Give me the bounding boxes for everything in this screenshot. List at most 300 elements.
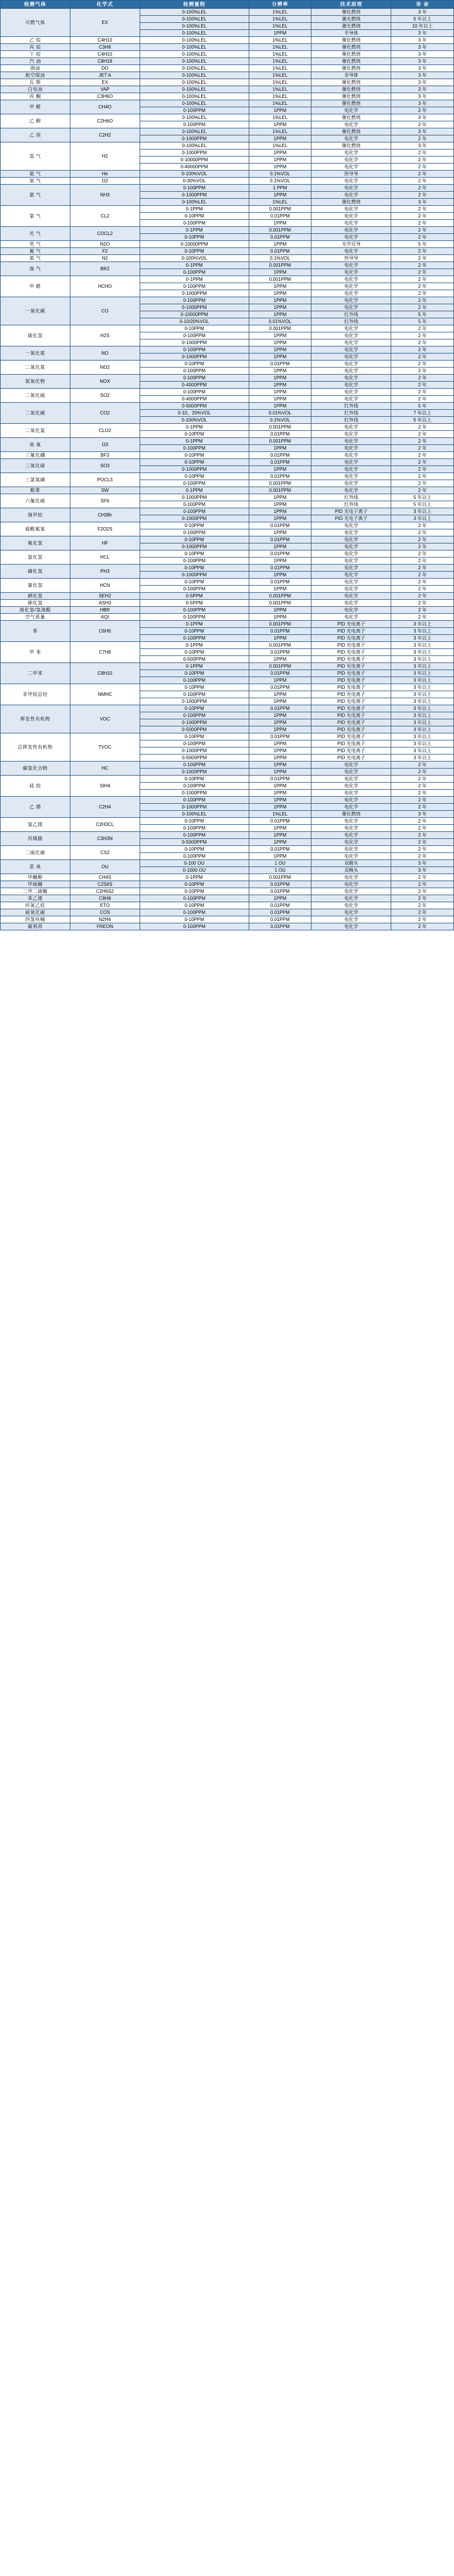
resolution-cell: 1PPM xyxy=(249,494,311,501)
technology-cell: 电化学 xyxy=(311,452,391,459)
chemical-formula-cell: EX xyxy=(70,79,140,86)
life-cell: 2 年 xyxy=(391,220,454,227)
detection-range-cell: 0-100%LEL xyxy=(140,72,249,79)
resolution-cell: 0.01PPM xyxy=(249,818,311,825)
chemical-formula-cell: CLO2 xyxy=(70,424,140,438)
detection-range-cell: 0-4000PPM xyxy=(140,382,249,389)
technology-cell: 电化学 xyxy=(311,276,391,283)
table-row xyxy=(1,171,454,178)
resolution-cell: 1PPM xyxy=(249,747,311,755)
table-row xyxy=(1,424,454,431)
life-cell: 2 年 xyxy=(391,881,454,888)
detection-range-cell: 0-1000PPM xyxy=(140,149,249,157)
technology-cell: PID 光电离子 xyxy=(311,726,391,733)
technology-cell: 电化学 xyxy=(311,185,391,192)
resolution-cell: 1PPM xyxy=(249,375,311,382)
detection-range-cell: 0-100%LEL xyxy=(140,86,249,93)
detection-range-cell: 0-100PPM xyxy=(140,740,249,747)
table-body xyxy=(1,9,454,930)
detection-range-cell: 0-100PPM xyxy=(140,368,249,375)
technology-cell: PID 光电离子 xyxy=(311,677,391,684)
gas-name-cell: 磷化氢 xyxy=(1,565,70,579)
technology-cell: 红外线 xyxy=(311,494,391,501)
resolution-cell: 0.001PPM xyxy=(249,621,311,628)
gas-name-cell: 硫氧化碳 xyxy=(1,909,70,916)
detection-range-cell: 0-1000 OU xyxy=(140,867,249,874)
technology-cell: 电化学 xyxy=(311,818,391,825)
gas-name-cell: 氰化氢 xyxy=(1,579,70,593)
gas-name-cell: 光 气 xyxy=(1,227,70,241)
gas-name-cell: 氯化氢 xyxy=(1,550,70,565)
table-row xyxy=(1,916,454,923)
technology-cell: 电化学 xyxy=(311,424,391,431)
chemical-formula-cell: SO3 xyxy=(70,459,140,473)
technology-cell: 红外线 xyxy=(311,311,391,318)
technology-cell: 电化学 xyxy=(311,396,391,403)
life-cell: 2 年 xyxy=(391,135,454,142)
chemical-formula-cell: CS2 xyxy=(70,846,140,860)
gas-name-cell: 氟利昂 xyxy=(1,923,70,930)
resolution-cell: 1%LEL xyxy=(249,9,311,16)
technology-cell: 电化学 xyxy=(311,107,391,114)
technology-cell: 电化学 xyxy=(311,776,391,783)
life-cell: 5 年以上 xyxy=(391,417,454,424)
life-cell: 3 年以上 xyxy=(391,719,454,726)
detection-range-cell: 0-10PPM xyxy=(140,670,249,677)
resolution-cell: 1%LEL xyxy=(249,37,311,44)
gas-name-cell: 苯 xyxy=(1,621,70,642)
resolution-cell: 1PPM xyxy=(249,755,311,762)
resolution-cell: 0.001PPM xyxy=(249,276,311,283)
gas-name-cell: 三氧化硫 xyxy=(1,459,70,473)
resolution-cell: 1PPM xyxy=(249,712,311,719)
resolution-cell: 1%LEL xyxy=(249,58,311,65)
table-row xyxy=(1,522,454,529)
technology-cell: 催化燃烧 xyxy=(311,93,391,100)
detection-range-cell: 0-10PPM xyxy=(140,325,249,332)
table-row xyxy=(1,452,454,459)
detection-range-cell: 0-100%LEL xyxy=(140,93,249,100)
life-cell: 3 年 xyxy=(391,142,454,149)
technology-cell: 电化学 xyxy=(311,248,391,255)
life-cell: 5 年 xyxy=(391,403,454,410)
technology-cell: 电化学 xyxy=(311,572,391,579)
technology-cell: 激光燃烧 xyxy=(311,16,391,23)
resolution-cell: 1PPM xyxy=(249,164,311,171)
chemical-formula-cell: NOX xyxy=(70,375,140,389)
detection-range-cell: 0-10PPM xyxy=(140,550,249,558)
chemical-formula-cell: C3H3N xyxy=(70,832,140,846)
gas-name-cell: 溴化氢/氢溴酸 xyxy=(1,607,70,614)
resolution-cell: 1PPM xyxy=(249,290,311,297)
life-cell: 2 年 xyxy=(391,452,454,459)
gas-name-cell: 砷化氢 xyxy=(1,600,70,607)
life-cell: 2 年 xyxy=(391,149,454,157)
detection-range-cell: 0-100PPM xyxy=(140,389,249,396)
life-cell: 2 年 xyxy=(391,536,454,543)
detection-range-cell: 0-1000PPM xyxy=(140,494,249,501)
chemical-formula-cell: COCL2 xyxy=(70,227,140,241)
chemical-formula-cell: JET A xyxy=(70,72,140,79)
life-cell: 2 年 xyxy=(391,888,454,895)
life-cell: 2 年 xyxy=(391,923,454,930)
chemical-formula-cell: SF6 xyxy=(70,494,140,508)
detection-range-cell: 0-10/20%VOL xyxy=(140,318,249,325)
chemical-formula-cell: C4H10 xyxy=(70,51,140,58)
table-row xyxy=(1,705,454,712)
detection-range-cell: 0-100%LEL xyxy=(140,16,249,23)
technology-cell: PID 光电子离子 xyxy=(311,508,391,515)
detection-range-cell: 0-10PPM xyxy=(140,881,249,888)
chemical-formula-cell: H2 xyxy=(70,142,140,171)
detection-range-cell: 0-1000PPM xyxy=(140,192,249,199)
resolution-cell: 1PPM xyxy=(249,677,311,684)
technology-cell: PID 光电离子 xyxy=(311,719,391,726)
life-cell: 2 年 xyxy=(391,283,454,290)
technology-cell: 电化学 xyxy=(311,825,391,832)
gas-name-cell: 氨 气 xyxy=(1,185,70,206)
life-cell: 3 年 xyxy=(391,30,454,37)
table-row xyxy=(1,797,454,804)
life-cell: 2 年 xyxy=(391,157,454,164)
chemical-formula-cell: C3H8 xyxy=(70,44,140,51)
detection-range-cell: 0-100%LEL xyxy=(140,51,249,58)
table-row xyxy=(1,248,454,255)
life-cell: 2 年 xyxy=(391,600,454,607)
gas-sensor-spec-table xyxy=(0,0,454,930)
resolution-cell: 0.1%VOL xyxy=(249,255,311,262)
chemical-formula-cell: CO2 xyxy=(70,403,140,424)
chemical-formula-cell: C2S6S xyxy=(70,881,140,888)
gas-name-cell: 二甲二硫醚 xyxy=(1,888,70,895)
gas-name-cell: 非甲烷总烃 xyxy=(1,684,70,705)
resolution-cell: 1PPM xyxy=(249,691,311,698)
detection-range-cell: 0-100PPM xyxy=(140,346,249,354)
life-cell: 3 年 xyxy=(391,79,454,86)
gas-name-cell: 甲醚醇 xyxy=(1,874,70,881)
resolution-cell: 1PPM xyxy=(249,149,311,157)
life-cell: 2 年 xyxy=(391,269,454,276)
table-row xyxy=(1,58,454,65)
table-row xyxy=(1,762,454,769)
life-cell: 2 年 xyxy=(391,607,454,614)
gas-name-cell: 航空煤油 xyxy=(1,72,70,79)
chemical-formula-cell: BR2 xyxy=(70,262,140,276)
technology-cell: 红外线 xyxy=(311,501,391,508)
life-cell: 3 年 xyxy=(391,811,454,818)
table-row xyxy=(1,733,454,740)
technology-cell: 电化学 xyxy=(311,438,391,445)
detection-range-cell: 0-1PPM xyxy=(140,621,249,628)
gas-name-cell: 氧 气 xyxy=(1,178,70,185)
resolution-cell: 0.1%VOL xyxy=(249,171,311,178)
life-cell: 2 年 xyxy=(391,818,454,825)
gas-name-cell: 氟化氢 xyxy=(1,536,70,550)
table-row xyxy=(1,473,454,480)
table-row xyxy=(1,346,454,354)
resolution-cell: 0.01PPM xyxy=(249,909,311,916)
detection-range-cell: 0-10000PPM xyxy=(140,157,249,164)
chemical-formula-cell: C8H10 xyxy=(70,663,140,684)
chemical-formula-cell: SEH2 xyxy=(70,593,140,600)
detection-range-cell: 0-10PPM xyxy=(140,452,249,459)
table-row xyxy=(1,325,454,332)
detection-range-cell: 0-1PPM xyxy=(140,438,249,445)
life-cell: 2 年 xyxy=(391,396,454,403)
resolution-cell: 0.01PPM xyxy=(249,705,311,712)
life-cell: 3 年以上 xyxy=(391,663,454,670)
life-cell: 3 年以上 xyxy=(391,726,454,733)
table-row xyxy=(1,86,454,93)
technology-cell: PID 光电离子 xyxy=(311,670,391,677)
life-cell: 5 年以上 xyxy=(391,16,454,23)
resolution-cell: 0.01%VOL xyxy=(249,318,311,325)
detection-range-cell: 0-1PPM xyxy=(140,642,249,649)
life-cell: 2 年 xyxy=(391,550,454,558)
resolution-cell: 0.001PPM xyxy=(249,262,311,269)
technology-cell: 非导体 xyxy=(311,72,391,79)
table-row xyxy=(1,621,454,628)
technology-cell: 双极头 xyxy=(311,860,391,867)
chemical-formula-cell: NO xyxy=(70,346,140,361)
technology-cell: 电化学 xyxy=(311,480,391,487)
life-cell: 2 年 xyxy=(391,234,454,241)
detection-range-cell: 0-10PPM xyxy=(140,536,249,543)
life-cell: 3 年以上 xyxy=(391,656,454,663)
resolution-cell: 1PPM xyxy=(249,853,311,860)
chemical-formula-cell: C2H4 xyxy=(70,797,140,818)
resolution-cell: 1PPM xyxy=(249,192,311,199)
table-row xyxy=(1,9,454,16)
table-row xyxy=(1,361,454,368)
detection-range-cell: 0-1000PPM xyxy=(140,719,249,726)
technology-cell: 电化学 xyxy=(311,614,391,621)
chemical-formula-cell: CH4S xyxy=(70,874,140,881)
technology-cell: 电化学 xyxy=(311,283,391,290)
chemical-formula-cell: ASH3 xyxy=(70,600,140,607)
life-cell: 2 年 xyxy=(391,895,454,902)
technology-cell: PID 光电离子 xyxy=(311,649,391,656)
life-cell: 2 年 xyxy=(391,853,454,860)
life-cell: 2 年 xyxy=(391,909,454,916)
chemical-formula-cell: C4H10 xyxy=(70,37,140,44)
chemical-formula-cell: HCL xyxy=(70,550,140,565)
detection-range-cell: 0-10PPM xyxy=(140,628,249,635)
technology-cell: 电化学 xyxy=(311,375,391,382)
detection-range-cell: 0-100PPM xyxy=(140,691,249,698)
gas-name-cell: 甲 醛 xyxy=(1,100,70,114)
life-cell: 2 年 xyxy=(391,466,454,473)
life-cell: 2 年 xyxy=(391,185,454,192)
gas-name-cell: 一氧化碳 xyxy=(1,297,70,325)
detection-range-cell: 0-100%LEL xyxy=(140,811,249,818)
gas-name-cell: 氯乙烯 xyxy=(1,818,70,832)
table-row xyxy=(1,614,454,621)
table-row xyxy=(1,508,454,515)
life-cell: 2 年 xyxy=(391,361,454,368)
technology-cell: 催化燃烧 xyxy=(311,37,391,44)
technology-cell: PID 光电离子 xyxy=(311,712,391,719)
technology-cell: 电化学 xyxy=(311,304,391,311)
table-row xyxy=(1,600,454,607)
resolution-cell: 1PPM xyxy=(249,586,311,593)
chemical-formula-cell: HCN xyxy=(70,579,140,593)
life-cell: 7 年以上 xyxy=(391,410,454,417)
table-row xyxy=(1,178,454,185)
life-cell: 3 年以上 xyxy=(391,733,454,740)
chemical-formula-cell: N2O xyxy=(70,241,140,248)
detection-range-cell: 0-5000PPM xyxy=(140,755,249,762)
resolution-cell: 0.01PPM xyxy=(249,670,311,677)
technology-cell: 电化学 xyxy=(311,206,391,213)
resolution-cell: 1PPM xyxy=(249,396,311,403)
detection-range-cell: 0-100PPM xyxy=(140,909,249,916)
detection-range-cell: 0-100%LEL xyxy=(140,37,249,44)
life-cell: 2 年 xyxy=(391,543,454,550)
technology-cell: PID 光电离子 xyxy=(311,663,391,670)
technology-cell: 红外线 xyxy=(311,403,391,410)
technology-cell: 电化学 xyxy=(311,487,391,494)
spec-table xyxy=(0,0,454,930)
chemical-formula-cell: TVOC xyxy=(70,733,140,762)
resolution-cell: 0.001PPM xyxy=(249,206,311,213)
life-cell: 3 年 xyxy=(391,51,454,58)
table-row xyxy=(1,832,454,839)
gas-name-cell: 丁 烷 xyxy=(1,51,70,58)
resolution-cell: 0.01PPM xyxy=(249,916,311,923)
resolution-cell: 1PPM xyxy=(249,726,311,733)
detection-range-cell: 0-100PPM xyxy=(140,586,249,593)
chemical-formula-cell: F2 xyxy=(70,248,140,255)
detection-range-cell: 0-100PPM xyxy=(140,614,249,621)
table-row xyxy=(1,487,454,494)
chemical-formula-cell: NH3 xyxy=(70,185,140,206)
resolution-cell: 1PPM xyxy=(249,220,311,227)
life-cell: 3 年以上 xyxy=(391,755,454,762)
detection-range-cell: 0-5000PPM xyxy=(140,403,249,410)
table-row xyxy=(1,881,454,888)
technology-cell: 催化燃烧 xyxy=(311,100,391,107)
life-cell: 2 年 xyxy=(391,804,454,811)
gas-name-cell: 三氯氧磷 xyxy=(1,473,70,487)
detection-range-cell: 0-10PPM xyxy=(140,902,249,909)
gas-name-cell: 二硫化碳 xyxy=(1,846,70,860)
table-row xyxy=(1,860,454,867)
technology-cell: 电化学 xyxy=(311,839,391,846)
chemical-formula-cell: C2H6S2 xyxy=(70,888,140,895)
life-cell: 2 年 xyxy=(391,368,454,375)
life-cell: 2 年 xyxy=(391,874,454,881)
detection-range-cell: 0-100%LEL xyxy=(140,100,249,107)
table-row xyxy=(1,776,454,783)
life-cell: 3 年 xyxy=(391,58,454,65)
detection-range-cell: 0-100PPM xyxy=(140,269,249,276)
detection-range-cell: 0-5000PPM xyxy=(140,839,249,846)
detection-range-cell: 0-100%VOL xyxy=(140,171,249,178)
technology-cell: 双极头 xyxy=(311,867,391,874)
technology-cell: 电化学 xyxy=(311,121,391,128)
table-row xyxy=(1,494,454,501)
resolution-cell: 1PPM xyxy=(249,354,311,361)
life-cell: 3 年以上 xyxy=(391,621,454,628)
detection-range-cell: 0-1000PPM xyxy=(140,354,249,361)
gas-name-cell: 丙烯腈 xyxy=(1,832,70,846)
col-gas: 检测气体 xyxy=(1,1,70,9)
detection-range-cell: 0-1000PPM xyxy=(140,769,249,776)
life-cell: 3 年 xyxy=(391,9,454,16)
technology-cell: 电化学 xyxy=(311,157,391,164)
chemical-formula-cell: C6H6 xyxy=(70,621,140,642)
chemical-formula-cell: SO2 xyxy=(70,389,140,403)
resolution-cell: 1%LEL xyxy=(249,16,311,23)
col-life: 寿 命 xyxy=(391,1,454,9)
chemical-formula-cell: N2H4 xyxy=(70,916,140,923)
detection-range-cell: 0-1PPM xyxy=(140,206,249,213)
resolution-cell: 0.01PPM xyxy=(249,234,311,241)
life-cell: 3 年 xyxy=(391,86,454,93)
resolution-cell: 0.01PPM xyxy=(249,881,311,888)
resolution-cell: 0.01PPM xyxy=(249,213,311,220)
life-cell: 2 年 xyxy=(391,459,454,466)
detection-range-cell: 0-100PPM xyxy=(140,375,249,382)
table-row xyxy=(1,895,454,902)
resolution-cell: 1%LEL xyxy=(249,79,311,86)
technology-cell: 催化燃烧 xyxy=(311,58,391,65)
gas-name-cell: 氮 气 xyxy=(1,255,70,262)
gas-name-cell: 硅 烷 xyxy=(1,776,70,797)
resolution-cell: 0.01PPM xyxy=(249,902,311,909)
gas-name-cell: 溴甲烷 xyxy=(1,508,70,522)
life-cell: 3 年以上 xyxy=(391,740,454,747)
technology-cell: 电化学 xyxy=(311,586,391,593)
technology-cell: 电化学 xyxy=(311,473,391,480)
table-row xyxy=(1,276,454,283)
detection-range-cell: 0-10000PPM xyxy=(140,241,249,248)
table-row xyxy=(1,818,454,825)
chemical-formula-cell: COS xyxy=(70,909,140,916)
detection-range-cell: 0-100PPM xyxy=(140,480,249,487)
technology-cell: 光学反导 xyxy=(311,241,391,248)
life-cell: 2 年 xyxy=(391,825,454,832)
resolution-cell: 0.01PPM xyxy=(249,550,311,558)
resolution-cell: 1PPM xyxy=(249,107,311,114)
col-formula: 化学式 xyxy=(70,1,140,9)
table-row xyxy=(1,923,454,930)
life-cell: 3 年 xyxy=(391,114,454,121)
detection-range-cell: 0-100PPM xyxy=(140,797,249,804)
life-cell: 3 年 xyxy=(391,37,454,44)
resolution-cell: 1PPM xyxy=(249,825,311,832)
detection-range-cell: 0-100PPM xyxy=(140,445,249,452)
technology-cell: 电化学 xyxy=(311,213,391,220)
technology-cell: PID 光电离子 xyxy=(311,628,391,635)
detection-range-cell: 0-1000PPM xyxy=(140,543,249,550)
table-row xyxy=(1,44,454,51)
life-cell: 2 年 xyxy=(391,332,454,339)
col-technology: 技术原理 xyxy=(311,1,391,9)
life-cell: 3 年 xyxy=(391,199,454,206)
resolution-cell: 0.001PPM xyxy=(249,480,311,487)
detection-range-cell: 0-100 OU xyxy=(140,860,249,867)
technology-cell: PID 光电离子 xyxy=(311,705,391,712)
technology-cell: 电化学 xyxy=(311,135,391,142)
gas-name-cell: 总挥发性有机物 xyxy=(1,733,70,762)
resolution-cell: 1PPM xyxy=(249,135,311,142)
gas-name-cell: 白电油 xyxy=(1,86,70,93)
detection-range-cell: 0-100PPM xyxy=(140,508,249,515)
resolution-cell: 0.01PPM xyxy=(249,776,311,783)
resolution-cell: 1PPM xyxy=(249,656,311,663)
